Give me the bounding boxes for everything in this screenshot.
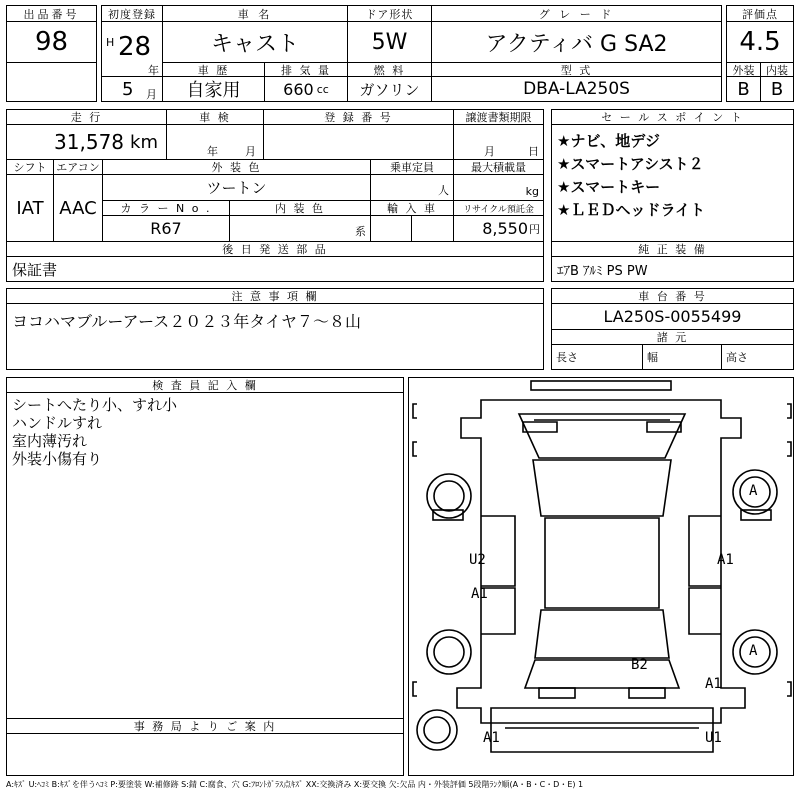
lot-number: 98 — [6, 21, 97, 63]
damage-u1-bottom-right: U1 — [705, 730, 722, 746]
width-label: 幅 — [642, 344, 722, 370]
interior-grade: B — [760, 76, 794, 102]
shift: IAT — [6, 174, 54, 242]
registration-month: 5 — [122, 79, 134, 100]
lot-number-label: 出品番号 — [6, 5, 97, 22]
chassis-number: LA250S-0055499 — [551, 303, 794, 330]
first-registration-label: 初度登録 — [101, 5, 163, 22]
damage-b2-rear: B2 — [631, 657, 648, 673]
inspection-box — [166, 124, 264, 160]
registration-number-label: 登 録 番 号 — [263, 109, 454, 125]
fuel: ガソリン — [347, 76, 432, 102]
exterior-grade: B — [726, 76, 761, 102]
damage-a1-left: A1 — [471, 586, 488, 602]
max-load-unit: kg — [453, 174, 544, 201]
aircon: AAC — [53, 174, 103, 242]
door-type: 5W — [347, 21, 432, 63]
car-name-label: 車 名 — [162, 5, 348, 22]
interior-color-unit: 系 — [229, 215, 371, 242]
aircon-label: エアコン — [53, 159, 103, 175]
color-number-label: カ ラ ー N o . — [102, 200, 230, 216]
grade: アクティバ G SA2 — [431, 21, 722, 63]
height-label: 高さ — [721, 344, 794, 370]
recycle-unit: 円 — [529, 222, 540, 236]
capacity-label: 乗車定員 — [370, 159, 454, 175]
mileage: 31,578 — [54, 130, 125, 154]
mileage-unit: km — [130, 131, 158, 153]
year-unit: 年 — [148, 64, 159, 77]
office-label: 事 務 局 よ り ご 案 内 — [6, 718, 404, 734]
color-number: R67 — [102, 215, 230, 242]
car-outline — [409, 378, 795, 777]
interior-color-label: 内 装 色 — [229, 200, 371, 216]
month-unit: 月 — [146, 88, 157, 101]
max-load-label: 最大積載量 — [453, 159, 544, 175]
damage-u2-left: U2 — [469, 552, 486, 568]
later-parts-label: 後 日 発 送 部 品 — [6, 241, 544, 257]
history-label: 車 歴 — [162, 62, 265, 77]
displacement-box — [264, 76, 348, 102]
inspector-label: 検 査 員 記 入 欄 — [6, 377, 404, 393]
inspector-notes: シートへたり小、すれ小 ハンドルすれ 室内薄汚れ 外装小傷有り — [6, 392, 404, 719]
recycle-box — [453, 215, 544, 242]
office-notes — [6, 733, 404, 776]
grade-label: グ レ ー ド — [431, 5, 722, 22]
selling-points: ★ナビ、地デジ ★スマートアシスト２ ★スマートキー ★ＬＥＤヘッドライト — [551, 124, 794, 242]
damage-a1-rear-right: A1 — [705, 676, 722, 692]
registration-number — [263, 124, 454, 160]
shift-label: シフト — [6, 159, 54, 175]
damage-diagram — [408, 377, 794, 776]
import-box-b — [411, 215, 454, 242]
damage-a-rear-right: A — [749, 643, 758, 659]
door-label: ドア形状 — [347, 5, 432, 22]
transfer-deadline-label: 譲渡書類期限 — [453, 109, 544, 125]
transfer-month-unit: 月 — [484, 145, 495, 158]
exterior-grade-label: 外装 — [726, 62, 761, 77]
model-label: 型 式 — [431, 62, 722, 77]
transfer-day-unit: 日 — [528, 145, 539, 158]
fuel-label: 燃 料 — [347, 62, 432, 77]
displacement: 660 — [283, 79, 314, 99]
model-code: DBA-LA250S — [431, 76, 722, 102]
recycle-label: リサイクル預託金 — [453, 200, 544, 216]
lot-number-blank — [6, 62, 97, 102]
score-label: 評価点 — [726, 5, 794, 22]
recycle-fee: 8,550 — [482, 219, 528, 238]
interior-grade-label: 内装 — [760, 62, 794, 77]
capacity-unit: 人 — [370, 174, 454, 201]
damage-a1-right: A1 — [717, 552, 734, 568]
mileage-label: 走 行 — [6, 109, 167, 125]
notes-label: 注 意 事 項 欄 — [6, 288, 544, 304]
inspection-label: 車 検 — [166, 109, 264, 125]
import-label: 輸 入 車 — [370, 200, 454, 216]
exterior-color: ツートン — [102, 174, 371, 201]
transfer-deadline-box — [453, 124, 544, 160]
exterior-color-label: 外 装 色 — [102, 159, 371, 175]
inspection-year-unit: 年 — [207, 145, 218, 158]
displacement-unit: cc — [316, 82, 329, 96]
inspection-month-unit: 月 — [245, 145, 256, 158]
era: H — [106, 36, 115, 49]
car-name: キャスト — [162, 21, 348, 63]
selling-points-label: セ ー ル ス ポ イ ン ト — [551, 109, 794, 125]
mileage-box — [6, 124, 167, 160]
dimensions-label: 諸 元 — [551, 329, 794, 345]
legend-text: A:ｷｽﾞ U:ﾍｺﾐ B:ｷｽﾞを伴うﾍｺﾐ P:要塗装 W:補修跡 S:錆 C:腐食、穴 G:ﾌﾛﾝﾄｶﾞﾗｽ点ｷｽﾞ XX:交換済み X:要交換 欠:欠品 内・外装評価 5段階ﾗﾝｸ順(A・B・C・D・E) 1 — [6, 780, 584, 789]
notes: ヨコハマブルーアース２０２３年タイヤ７～８山 — [6, 303, 544, 370]
damage-a-front-right: A — [749, 483, 758, 499]
chassis-label: 車 台 番 号 — [551, 288, 794, 304]
score: 4.5 — [726, 21, 794, 63]
displacement-label: 排 気 量 — [264, 62, 348, 77]
equipment: ｴｱB ｱﾙﾐ PS PW — [551, 256, 794, 282]
history: 自家用 — [162, 76, 265, 102]
later-parts: 保証書 — [6, 256, 544, 282]
first-registration-year-box — [101, 21, 163, 77]
length-label: 長さ — [551, 344, 643, 370]
equipment-label: 純 正 装 備 — [551, 241, 794, 257]
registration-year: 28 — [118, 32, 152, 62]
damage-a1-bottom-left: A1 — [483, 730, 500, 746]
import-box-a — [370, 215, 412, 242]
first-registration-month-box — [101, 76, 163, 102]
